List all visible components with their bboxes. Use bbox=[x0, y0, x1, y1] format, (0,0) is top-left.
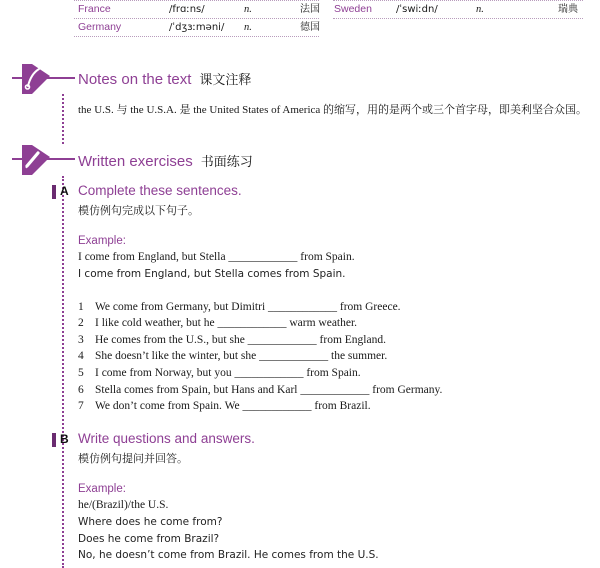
part-b-subtitle: 模仿例句提问并回答。 bbox=[78, 452, 188, 465]
written-title-cn: 书面练习 bbox=[200, 155, 253, 170]
exercise-item bbox=[78, 400, 371, 412]
part-a-marker bbox=[52, 185, 56, 199]
vocab-cn: 瑞典 bbox=[558, 4, 578, 15]
exercise-item bbox=[78, 350, 387, 362]
item-number: 5 bbox=[78, 367, 84, 379]
part-a-title: Complete these sentences. bbox=[78, 183, 242, 198]
exercise-item bbox=[78, 384, 442, 396]
item-number: 6 bbox=[78, 384, 84, 396]
part-b-example-line: No, he doesn’t come from Brazil. He comes from the U.S. bbox=[78, 549, 379, 561]
item-text: I come from Norway, but you ____________ from Spain. bbox=[95, 367, 361, 379]
exercise-item bbox=[78, 334, 386, 346]
item-number: 3 bbox=[78, 334, 84, 346]
section-connector bbox=[62, 176, 64, 568]
vocab-phonetic: /ˈdʒɜːməni/ bbox=[169, 22, 225, 33]
part-b-marker bbox=[52, 433, 56, 447]
written-title: Written exercises bbox=[78, 153, 193, 170]
part-b-example-label: Example: bbox=[78, 483, 126, 495]
vocab-row bbox=[330, 1, 585, 18]
notes-body bbox=[78, 101, 587, 117]
item-text: I like cold weather, but he ____________ warm weather. bbox=[95, 317, 358, 329]
part-a-subtitle: 模仿例句完成以下句子。 bbox=[78, 204, 199, 217]
vocab-row bbox=[74, 1, 324, 18]
notes-body-text: the U.S. 与 the U.S.A. 是 the United States of America 的缩写，用的是两个或三个首字母，即美利坚合众国。 bbox=[78, 104, 588, 116]
part-b-letter: B bbox=[60, 432, 69, 446]
notes-title: Notes on the text bbox=[78, 71, 192, 88]
exercise-item bbox=[78, 317, 357, 329]
vocab-row bbox=[74, 19, 324, 36]
pencil-icon bbox=[14, 141, 50, 177]
vocab-pos: n. bbox=[476, 4, 484, 15]
item-text: He comes from the U.S., but she ____________ from England. bbox=[95, 334, 386, 346]
part-a-example-label: Example: bbox=[78, 235, 126, 247]
item-text: She doesn’t like the winter, but she ____________ the summer. bbox=[95, 350, 388, 362]
item-number: 4 bbox=[78, 350, 84, 362]
notes-title-cn: 课文注释 bbox=[199, 73, 252, 88]
item-text: We come from Germany, but Dimitri ____________ from Greece. bbox=[95, 301, 401, 313]
notes-heading bbox=[78, 69, 251, 88]
vocab-cn: 德国 bbox=[300, 22, 320, 33]
written-heading bbox=[78, 151, 253, 170]
part-b-title: Write questions and answers. bbox=[78, 431, 255, 446]
item-number: 2 bbox=[78, 317, 84, 329]
vocab-cn: 法国 bbox=[300, 4, 320, 15]
part-b-example-line: Does he come from Brazil? bbox=[78, 533, 220, 545]
pen-icon bbox=[14, 60, 50, 96]
exercise-item bbox=[78, 367, 361, 379]
vocab-word: Germany bbox=[78, 21, 122, 33]
part-a-example-prompt: I come from England, but Stella ____________ from Spain. bbox=[78, 251, 355, 263]
vocab-pos: n. bbox=[244, 22, 252, 33]
vocab-phonetic: /ˈswiːdn/ bbox=[396, 4, 438, 15]
section-connector bbox=[62, 94, 64, 144]
vocab-pos: n. bbox=[244, 4, 252, 15]
part-a-letter: A bbox=[60, 184, 69, 198]
vocab-phonetic: /frɑːns/ bbox=[169, 4, 205, 15]
item-number: 1 bbox=[78, 301, 84, 313]
part-a-example-answer: I come from England, but Stella comes from Spain. bbox=[78, 268, 346, 280]
item-text: We don’t come from Spain. We ____________ from Brazil. bbox=[95, 400, 371, 412]
part-b-example-line: Where does he come from? bbox=[78, 516, 223, 528]
vocab-word: Sweden bbox=[334, 3, 372, 15]
vocab-word: France bbox=[78, 3, 111, 15]
item-number: 7 bbox=[78, 400, 84, 412]
exercise-item bbox=[78, 301, 401, 313]
item-text: Stella comes from Spain, but Hans and Karl ____________ from Germany. bbox=[95, 384, 443, 396]
part-b-example-prompt: he/(Brazil)/the U.S. bbox=[78, 499, 169, 511]
